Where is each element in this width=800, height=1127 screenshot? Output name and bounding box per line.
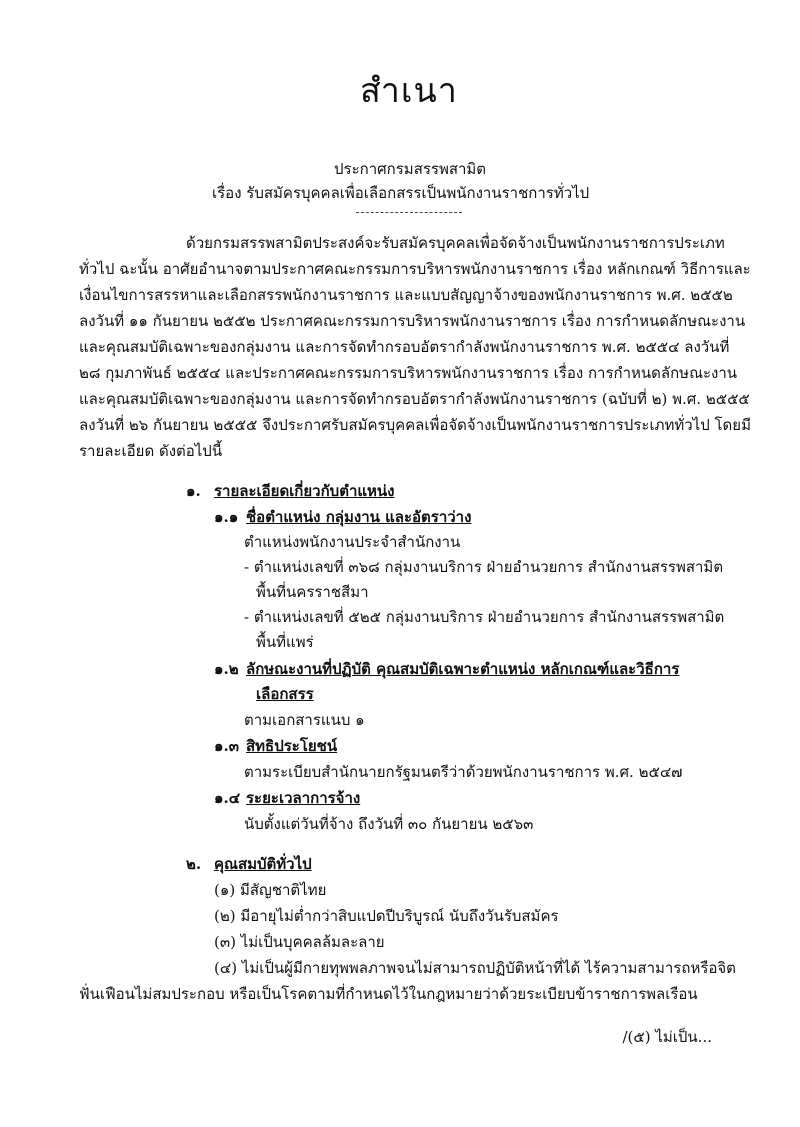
section-number: ๑. <box>186 482 201 500</box>
section-number: ๒. <box>186 855 202 873</box>
subsection-number: ๑.๓ <box>214 737 239 755</box>
subsection-title-cont: เลือกสรร <box>256 685 314 703</box>
intro-line: ด้วยกรมสรรพสามิตประสงค์จะรับสมัครบุคคลเพื่อจัดจ้างเป็นพนักงานราชการประเภท <box>186 234 725 252</box>
qualification-item: (๒) มีอายุไม่ต่ำกว่าสิบแปดปีบริบูรณ์ นับถึงวันรับสมัคร <box>214 907 559 925</box>
intro-line: ๒๘ กุมภาพันธ์ ๒๕๕๔ และประกาศคณะกรรมการบริหารพนักงานราชการ เรื่อง การกำหนดลักษณะงาน <box>79 364 738 382</box>
subsection-number: ๑.๔ <box>214 789 241 807</box>
qualification-item: (๓) ไม่เป็นบุคคลล้มละลาย <box>214 933 385 951</box>
section-title: คุณสมบัติทั่วไป <box>214 855 312 873</box>
header-divider <box>356 212 462 213</box>
position-location: พื้นที่แพร่ <box>256 633 314 651</box>
qualification-continuation: ฟั่นเฟือนไม่สมประกอบ หรือเป็นโรคตามที่กำหนดไว้ในกฎหมายว่าด้วยระเบียบข้าราชการพลเรือน <box>79 985 698 1003</box>
page-continuation-note: /(๕) ไม่เป็น... <box>622 1028 712 1046</box>
position-item: - ตำแหน่งเลขที่ ๕๒๕ กลุ่มงานบริการ ฝ่ายอำนวยการ สำนักงานสรรพสามิต <box>244 608 725 626</box>
intro-line: ทั่วไป ฉะนั้น อาศัยอำนาจตามประกาศคณะกรรมการบริหารพนักงานราชการ เรื่อง หลักเกณฑ์ วิธีการและ <box>79 260 751 278</box>
intro-line: ลงวันที่ ๒๖ กันยายน ๒๕๕๕ จึงประกาศรับสมัครบุคคลเพื่อจัดจ้างเป็นพนักงานราชการประเภททั่วไป โดยมี <box>79 416 751 434</box>
subsection-text: ตำแหน่งพนักงานประจำสำนักงาน <box>244 533 461 551</box>
subsection-text: ตามเอกสารแนบ ๑ <box>244 711 365 729</box>
intro-line: และคุณสมบัติเฉพาะของกลุ่มงาน และการจัดทำกรอบอัตรากำลังพนักงานราชการ (ฉบับที่ ๒) พ.ศ. ๒๕๕๕ <box>79 390 750 408</box>
intro-line: ลงวันที่ ๑๑ กันยายน ๒๕๕๒ ประกาศคณะกรรมการบริหารพนักงานราชการ เรื่อง การกำหนดลักษณะงาน <box>79 312 746 330</box>
intro-line: รายละเอียด ดังต่อไปนี้ <box>79 442 223 460</box>
subsection-title: ลักษณะงานที่ปฏิบัติ คุณสมบัติเฉพาะตำแหน่ง หลักเกณฑ์และวิธีการ <box>246 660 680 678</box>
announcement-title: ประกาศกรมสรรพสามิต <box>334 160 487 178</box>
announcement-subject: เรื่อง รับสมัครบุคคลเพื่อเลือกสรรเป็นพนักงานราชการทั่วไป <box>212 184 590 202</box>
subsection-number: ๑.๑ <box>214 508 239 526</box>
position-item: - ตำแหน่งเลขที่ ๓๖๘ กลุ่มงานบริการ ฝ่ายอำนวยการ สำนักงานสรรพสามิต <box>244 558 724 576</box>
section-title: รายละเอียดเกี่ยวกับตำแหน่ง <box>214 482 395 500</box>
subsection-title: สิทธิประโยชน์ <box>246 737 338 755</box>
subsection-text: นับตั้งแต่วันที่จ้าง ถึงวันที่ ๓๐ กันยายน ๒๕๖๓ <box>244 815 534 833</box>
subsection-text: ตามระเบียบสำนักนายกรัฐมนตรีว่าด้วยพนักงานราชการ พ.ศ. ๒๕๔๗ <box>244 763 683 781</box>
subsection-title: ชื่อตำแหน่ง กลุ่มงาน และอัตราว่าง <box>246 508 472 526</box>
copy-stamp: สำเนา <box>360 71 458 111</box>
subsection-title: ระยะเวลาการจ้าง <box>246 789 361 807</box>
qualification-item: (๔) ไม่เป็นผู้มีกายทุพพลภาพจนไม่สามารถปฏิบัติหน้าที่ได้ ไร้ความสามารถหรือจิต <box>214 959 736 977</box>
intro-line: เงื่อนไขการสรรหาและเลือกสรรพนักงานราชการ และแบบสัญญาจ้างของพนักงานราชการ พ.ศ. ๒๕๕๒ <box>79 286 733 304</box>
intro-line: และคุณสมบัติเฉพาะของกลุ่มงาน และการจัดทำกรอบอัตรากำลังพนักงานราชการ พ.ศ. ๒๕๕๔ ลงวันที่ <box>79 338 730 356</box>
qualification-item: (๑) มีสัญชาติไทย <box>214 881 327 899</box>
subsection-number: ๑.๒ <box>214 660 239 678</box>
position-location: พื้นที่นครราชสีมา <box>256 583 369 601</box>
